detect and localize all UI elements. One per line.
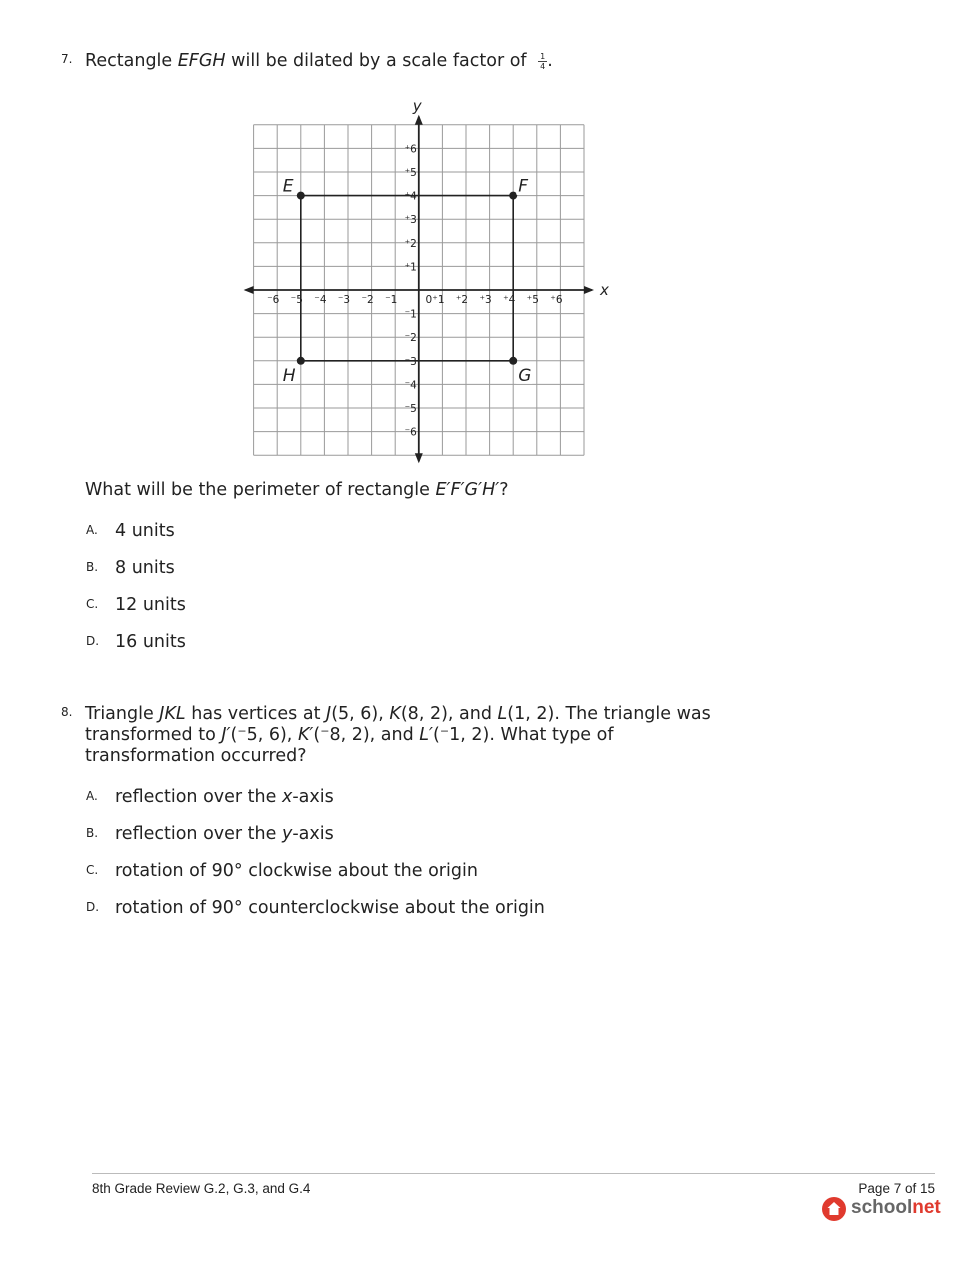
stem-line-3: transformation occurred? xyxy=(85,746,307,766)
answer-choice-7d[interactable]: 16 units xyxy=(115,632,186,652)
home-icon xyxy=(821,1196,847,1222)
stem-line-2: transformed to J′(⁻5, 6), K′(⁻8, 2), and L′(⁻1, 2). What type of xyxy=(85,725,614,745)
x-tick-label: ⁻5 xyxy=(290,294,303,306)
choice-letter: B. xyxy=(86,560,99,574)
question-7-number: 7. xyxy=(61,52,73,66)
question-7-prompt: What will be the perimeter of rectangle E′F′G′H′? xyxy=(85,480,509,500)
x-tick-label: ⁺5 xyxy=(526,294,539,306)
choice-letter: A. xyxy=(86,523,98,537)
y-tick-label: ⁻1 xyxy=(404,308,417,321)
x-tick-label: ⁺1 xyxy=(432,294,445,306)
y-axis-arrow-down xyxy=(415,453,423,463)
answer-choice-7b[interactable]: 8 units xyxy=(115,558,175,578)
choice-letter: C. xyxy=(86,863,99,877)
page-number: Page 7 of 15 xyxy=(858,1181,935,1196)
answer-choice-7c[interactable]: 12 units xyxy=(115,595,186,615)
vertex-label-g: G xyxy=(518,365,532,386)
x-tick-label: ⁺6 xyxy=(550,294,563,306)
x-tick-label: ⁻3 xyxy=(337,294,351,306)
x-axis-label: x xyxy=(600,281,609,299)
y-tick-label: ⁺6 xyxy=(404,143,417,156)
choice-letter: B. xyxy=(86,826,99,840)
x-axis-arrow-left xyxy=(244,286,254,294)
vertex-label-h: H xyxy=(282,365,296,386)
question-7-stem: Rectangle EFGH will be dilated by a scale factor of $\frac{1}{4}$ . xyxy=(85,51,553,71)
question-8-stem xyxy=(85,704,711,767)
vertex-f xyxy=(509,192,517,200)
y-tick-label: ⁻6 xyxy=(404,426,417,439)
choice-letter: A. xyxy=(86,789,98,803)
footer-divider xyxy=(92,1173,935,1174)
x-tick-label: ⁻6 xyxy=(267,294,280,306)
footer-title: 8th Grade Review G.2, G.3, and G.4 xyxy=(92,1181,311,1196)
coordinate-grid xyxy=(240,96,609,460)
answer-choice-7a[interactable]: 4 units xyxy=(115,521,175,541)
y-tick-label: ⁻4 xyxy=(404,379,417,392)
x-tick-label: ⁺2 xyxy=(455,294,469,306)
y-axis-label: y xyxy=(412,96,422,115)
x-tick-label: 0 xyxy=(425,294,433,306)
y-tick-label: ⁺4 xyxy=(404,190,417,203)
y-tick-label: ⁺5 xyxy=(404,167,417,179)
y-tick-label: ⁺1 xyxy=(404,261,417,274)
vertex-label-f: F xyxy=(518,176,528,197)
answer-choice-8c[interactable]: rotation of 90° clockwise about the origin xyxy=(115,861,478,881)
y-tick-label: ⁻5 xyxy=(404,403,417,415)
answer-choice-8d[interactable]: rotation of 90° counterclockwise about the origin xyxy=(115,898,545,918)
choice-letter: D. xyxy=(86,634,100,648)
x-tick-label: ⁺4 xyxy=(503,294,516,306)
y-axis-arrow-up xyxy=(415,115,423,125)
y-tick-label: ⁻3 xyxy=(404,355,417,368)
x-tick-label: ⁻4 xyxy=(314,294,327,306)
x-axis-arrow-right xyxy=(584,286,594,294)
x-tick-label: ⁻1 xyxy=(385,294,398,306)
answer-choice-8a[interactable]: reflection over the x-axis xyxy=(115,787,334,807)
vertex-h xyxy=(297,357,305,365)
question-8-number: 8. xyxy=(61,705,73,719)
fraction-one-fourth: $\frac{1}{4}$ xyxy=(540,51,546,71)
vertex-g xyxy=(509,357,517,365)
vertex-label-e: E xyxy=(282,176,294,197)
stem-line-1: Triangle JKL has vertices at J(5, 6), K(8, 2), and L(1, 2). The triangle was xyxy=(85,704,711,724)
y-tick-label: ⁺3 xyxy=(404,214,417,227)
x-tick-label: ⁻2 xyxy=(361,294,374,306)
answer-choice-8b[interactable]: reflection over the y-axis xyxy=(115,824,334,844)
y-tick-label: ⁺2 xyxy=(404,237,417,250)
x-tick-label: ⁺3 xyxy=(479,294,492,306)
vertex-e xyxy=(297,192,305,200)
choice-letter: C. xyxy=(86,597,99,611)
y-tick-label: ⁻2 xyxy=(404,332,417,345)
choice-letter: D. xyxy=(86,900,100,914)
